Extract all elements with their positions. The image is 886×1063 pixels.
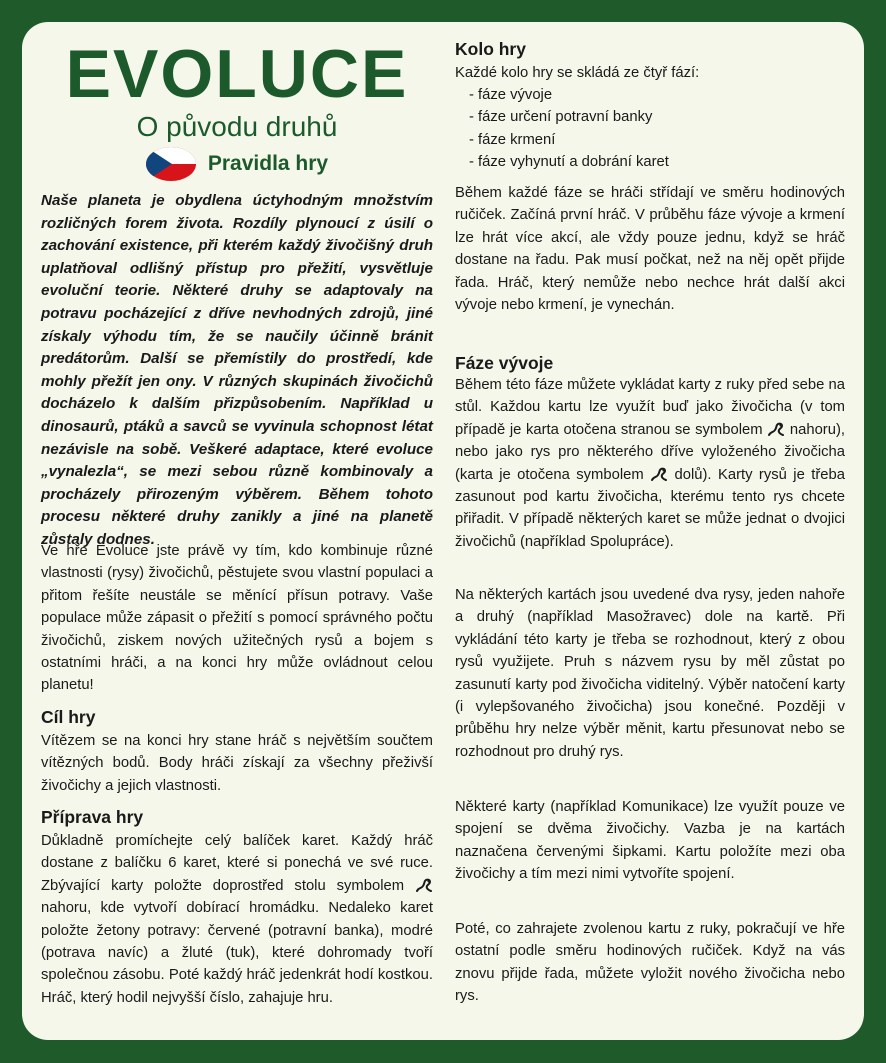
phase-list xyxy=(469,84,669,174)
round-intro: Každé kolo hry se skládá ze čtyř fází: xyxy=(455,65,700,81)
dev-text xyxy=(455,374,845,553)
after-play-text: Poté, co zahrajete zvolenou kartu z ruky, pokračují ve hře ostatní podle směru hodinových ručiček. Když na vás znovu přijde řada, můžete vyložit nového živočicha nebo rys. xyxy=(455,921,845,1005)
phase-item: - fáze vyhynutí a dobrání karet xyxy=(469,154,669,171)
rules-page xyxy=(22,22,864,1040)
pair-card-text: Některé karty (například Komunikace) lze využít pouze ve spojení se dvěma živočichy. Vazba je na kartách naznačena červenými šipkami. Kartu položíte mezi oba živočichy a tím mezi nimi vytvoříte spojení. xyxy=(455,799,845,883)
dev-text-a: Během této fáze můžete vykládat karty z ruky před sebe na stůl. Každou kartu lze využít buď jako živočicha (v tom případě je karta otočena stranou se symbolem xyxy=(455,377,845,438)
prep-text-a: Důkladně promíchejte celý balíček karet. Každý hráč dostane z balíčku 6 karet, které si ponechá ve své ruce. Zbývající karty položte doprostřed stolu symbolem xyxy=(41,833,433,894)
phase-item: - fáze krmení xyxy=(469,131,556,148)
lizard-icon xyxy=(767,421,785,437)
lizard-icon xyxy=(415,877,433,893)
prep-heading: Příprava hry xyxy=(41,807,144,827)
dev-text-c: dolů). Karty rysů je třeba zasunout pod kartu živočicha, kterému tento rys chcete přiřadit. V případě některých karet se může jednat o dvojici živočichů (například Spolupráce). xyxy=(455,466,845,550)
goal-heading: Cíl hry xyxy=(41,707,96,727)
round-text: Během každé fáze se hráči střídají ve směru hodinových ručiček. Začíná první hráč. V průběhu fáze vývoje a krmení lze hrát více akcí, ale vždy pouze jednu, když se hráč dostane na řadu. Pak musí počkat, než na něj opět přijde řada. Hráč, který nemůže nebo nechce hrát další akci vývoje nebo krmení, je vynechán. xyxy=(455,185,845,314)
prep-text-b: nahoru, kde vytvoří dobírací hromádku. Nedaleko karet položte žetony potravy: červené (potravní banka), modré (potrava navíc) a žluté (tuk), které dohromady tvoří společnou zásobu. Poté každý hráč jedenkrát hodí kostkou. Hráč, který hodil nejvyšší číslo, zahajuje hru. xyxy=(41,900,433,1006)
game-description: Ve hře Evoluce jste právě vy tím, kdo kombinuje různé vlastnosti (rysy) živočichů, pěstujete svou vlastní populaci a přitom řešíte neustále se měnící přísun potravy. Vaše populace může zápasit o přežití s pomocí správného počtu živočichů, ziskem nových užitečných rysů a bojem s ostatními hráči, a na konci hry může ovládnout celou planetu! xyxy=(41,543,433,694)
dev-heading: Fáze vývoje xyxy=(455,353,554,373)
phase-item: - fáze určení potravní banky xyxy=(469,109,653,126)
round-heading: Kolo hry xyxy=(455,39,526,59)
intro-paragraph: Naše planeta je obydlena úctyhodným množstvím rozličných forem života. Rozdíly plynoucí z úsilí o zachování existence, při kterém každý živočišný druh uplatňoval odlišný přístup pro přežití, vysvětluje evoluční teorie. Některé druhy se adaptovaly na potravu pocházející z dříve nevhodných zdrojů, jiné získaly výhodu tím, že se naučily účinně bránit predátorům. Další se přemístily do prostředí, kde mohly přežít jen ony. V různých skupinách živočichů docházelo k dalším přizpůsobením. Například u dinosaurů, ptáků a savců se vyvinula schopnost létat nezávisle na sobě. Veškeré adaptace, které evoluce „vynalezla“, se mezi sebou různě kombinovaly a procházely přirozeným výběrem. Během tohoto procesu některé druhy zanikly a jiné na planetě zůstaly dodnes. xyxy=(41,192,433,548)
game-title: EVOLUCE xyxy=(65,36,409,112)
lizard-icon xyxy=(650,466,668,482)
prep-text xyxy=(41,830,433,1009)
goal-text: Vítězem se na konci hry stane hráč s největším součtem vítězných bodů. Body hráči získají za všechny přeživší živočichy a jejich vlastnosti. xyxy=(41,733,433,794)
phase-item: - fáze vývoje xyxy=(469,87,553,103)
game-subtitle: O původu druhů xyxy=(136,111,338,142)
dev-text-b: nahoru), nebo jako rys pro některého dříve vyloženého živočicha (karta je otočena symbolem xyxy=(455,421,845,483)
czech-flag-icon xyxy=(146,147,196,181)
rules-header xyxy=(41,144,433,184)
rules-label: Pravidla hry xyxy=(207,152,329,175)
dual-trait-text: Na některých kartách jsou uvedené dva rysy, jeden nahoře a druhý (například Masožravec) dole na kartě. Při vykládání této karty je třeba se rozhodnout, který z obou rysů využijete. Pruh s názvem rysu by měl zůstat po zasunutí karty pod živočicha viditelný. Výběr natočení karty (i vylepšovaného živočicha) jsou konečné. Později v průběhu hry nelze výběr měnit, kartu přesunovat nebo se rozhodnout pro druhý rys. xyxy=(455,587,845,760)
